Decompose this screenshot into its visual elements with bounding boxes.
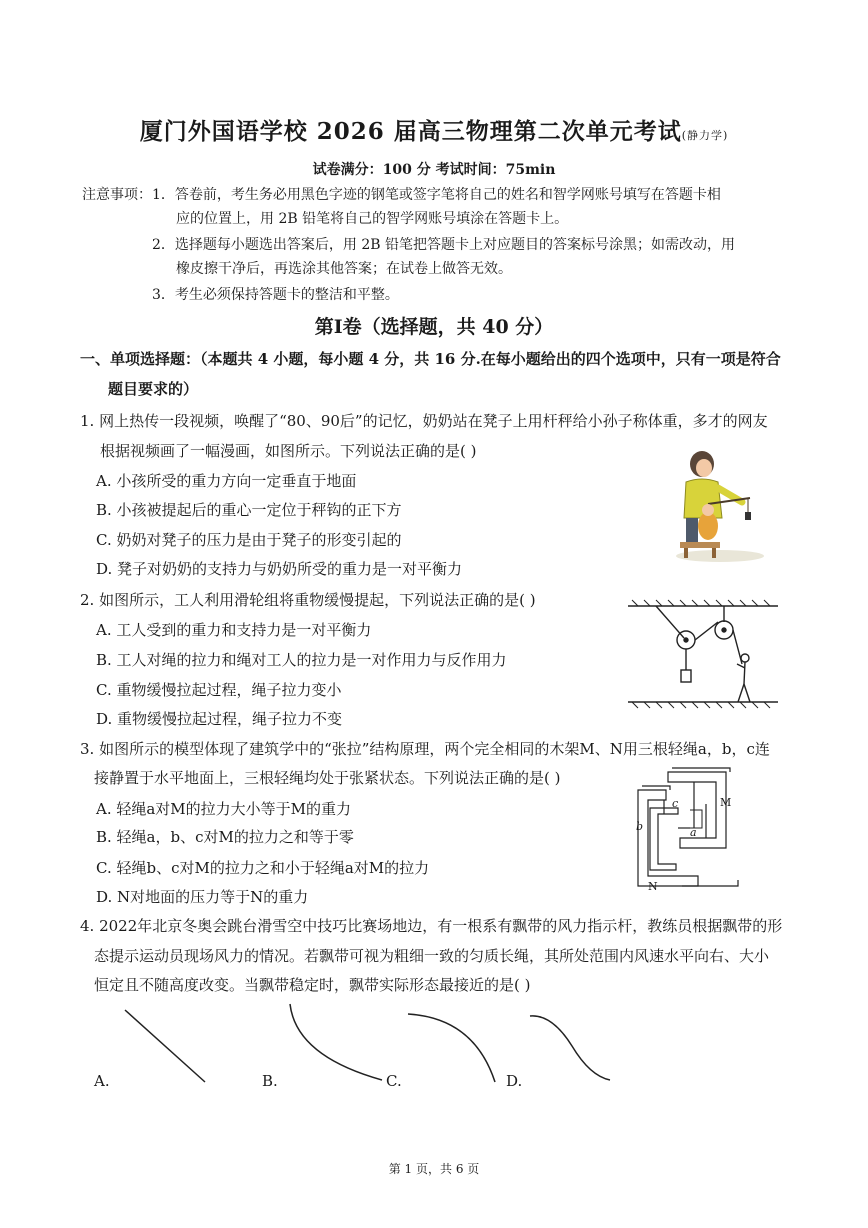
- page-number: 第 1 页，共 6 页: [388, 1162, 480, 1176]
- notice-item: 应的位置上，用 2B 铅笔将自己的智学网账号填涂在答题卡上。: [176, 211, 569, 227]
- notice-label: 注意事项：: [82, 187, 152, 203]
- notice-item: 橡皮擦干净后，再选涂其他答案；在试卷上做答无效。: [176, 261, 512, 277]
- ribbon-choice-a: A.: [94, 1072, 110, 1090]
- exam-title-text: 厦门外国语学校 2026 届高三物理第二次单元考试: [139, 118, 682, 145]
- question-4-stem-cont: 态提示运动员现场风力的情况。若飘带可视为粗细一致的匀质长绳，其所处范围内风速水平向右、大小: [94, 947, 770, 965]
- section-heading-cont: 题目要求的）: [108, 380, 199, 398]
- section-title: 第Ⅰ卷（选择题，共 40 分）: [314, 316, 554, 338]
- question-3-option-b: B. 轻绳a，b、c对M的拉力之和等于零: [96, 828, 354, 846]
- question-3-stem: 3. 如图所示的模型体现了建筑学中的“张拉”结构原理，两个完全相同的木架M、N用三根轻绳a，b，c连: [80, 740, 770, 758]
- ribbon-choice-d: D.: [506, 1072, 523, 1090]
- question-2-option-c: C. 重物缓慢拉起过程，绳子拉力变小: [96, 681, 342, 699]
- question-1-stem: 1. 网上热传一段视频，唤醒了“80、90后”的记忆，奶奶站在凳子上用杆秤给小孙子称体重，多才的网友: [80, 412, 768, 430]
- question-1-option-c: C. 奶奶对凳子的压力是由于凳子的形变引起的: [96, 531, 402, 549]
- rope-label-a: a: [690, 826, 697, 839]
- exam-subtitle: 试卷满分：100 分 考试时间：75min: [312, 162, 556, 178]
- question-2-stem: 2. 如图所示，工人利用滑轮组将重物缓慢提起，下列说法正确的是( ): [80, 591, 536, 609]
- ribbon-choice-c: C.: [386, 1072, 402, 1090]
- question-1-option-b: B. 小孩被提起后的重心一定位于秤钩的正下方: [96, 501, 402, 519]
- question-3-stem-cont: 接静置于水平地面上，三根轻绳均处于张紧状态。下列说法正确的是( ): [94, 769, 561, 787]
- ribbon-shape-a: [125, 1010, 205, 1082]
- ribbon-shape-c: [408, 1014, 495, 1082]
- question-3-option-a: A. 轻绳a对M的拉力大小等于M的重力: [96, 800, 352, 818]
- rope-label-c: c: [672, 797, 679, 810]
- ribbon-shape-b: [290, 1004, 382, 1080]
- notice-item: 1．答卷前，考生务必用黑色字迹的钢笔或签字笔将自己的姓名和智学网账号填写在答题卡相: [152, 187, 721, 203]
- exam-title-note: (静力学): [681, 129, 729, 142]
- question-4-stem-cont2: 恒定且不随高度改变。当飘带稳定时，飘带实际形态最接近的是( ): [94, 976, 531, 994]
- frame-label-n: N: [648, 880, 658, 893]
- frame-label-m: M: [720, 796, 732, 809]
- question-4-stem: 4. 2022年北京冬奥会跳台滑雪空中技巧比赛场地边，有一根系有飘带的风力指示杆，教练员根据飘带的形: [80, 917, 783, 935]
- question-2-option-a: A. 工人受到的重力和支持力是一对平衡力: [96, 621, 372, 639]
- question-1-stem-cont: 根据视频画了一幅漫画，如图所示。下列说法正确的是( ): [100, 442, 477, 460]
- question-2-option-d: D. 重物缓慢拉起过程，绳子拉力不变: [96, 710, 343, 728]
- ribbon-shape-d: [530, 1016, 610, 1080]
- question-2-option-b: B. 工人对绳的拉力和绳对工人的拉力是一对作用力与反作用力: [96, 651, 507, 669]
- rope-label-b: b: [636, 820, 644, 833]
- question-1-option-a: A. 小孩所受的重力方向一定垂直于地面: [96, 472, 357, 490]
- notice-item: 3．考生必须保持答题卡的整洁和平整。: [152, 287, 399, 303]
- question-1-option-d: D. 凳子对奶奶的支持力与奶奶所受的重力是一对平衡力: [96, 560, 463, 578]
- question-3-option-d: D. N对地面的压力等于N的重力: [96, 888, 309, 906]
- question-3-option-c: C. 轻绳b、c对M的拉力之和小于轻绳a对M的拉力: [96, 859, 430, 877]
- section-heading: 一、单项选择题：（本题共 4 小题，每小题 4 分，共 16 分.在每小题给出的四个选项中，只有一项是符合: [80, 350, 781, 368]
- notice-item: 2．选择题每小题选出答案后，用 2B 铅笔把答题卡上对应题目的答案标号涂黑；如需改动，用: [152, 237, 736, 253]
- ribbon-choice-b: B.: [262, 1072, 278, 1090]
